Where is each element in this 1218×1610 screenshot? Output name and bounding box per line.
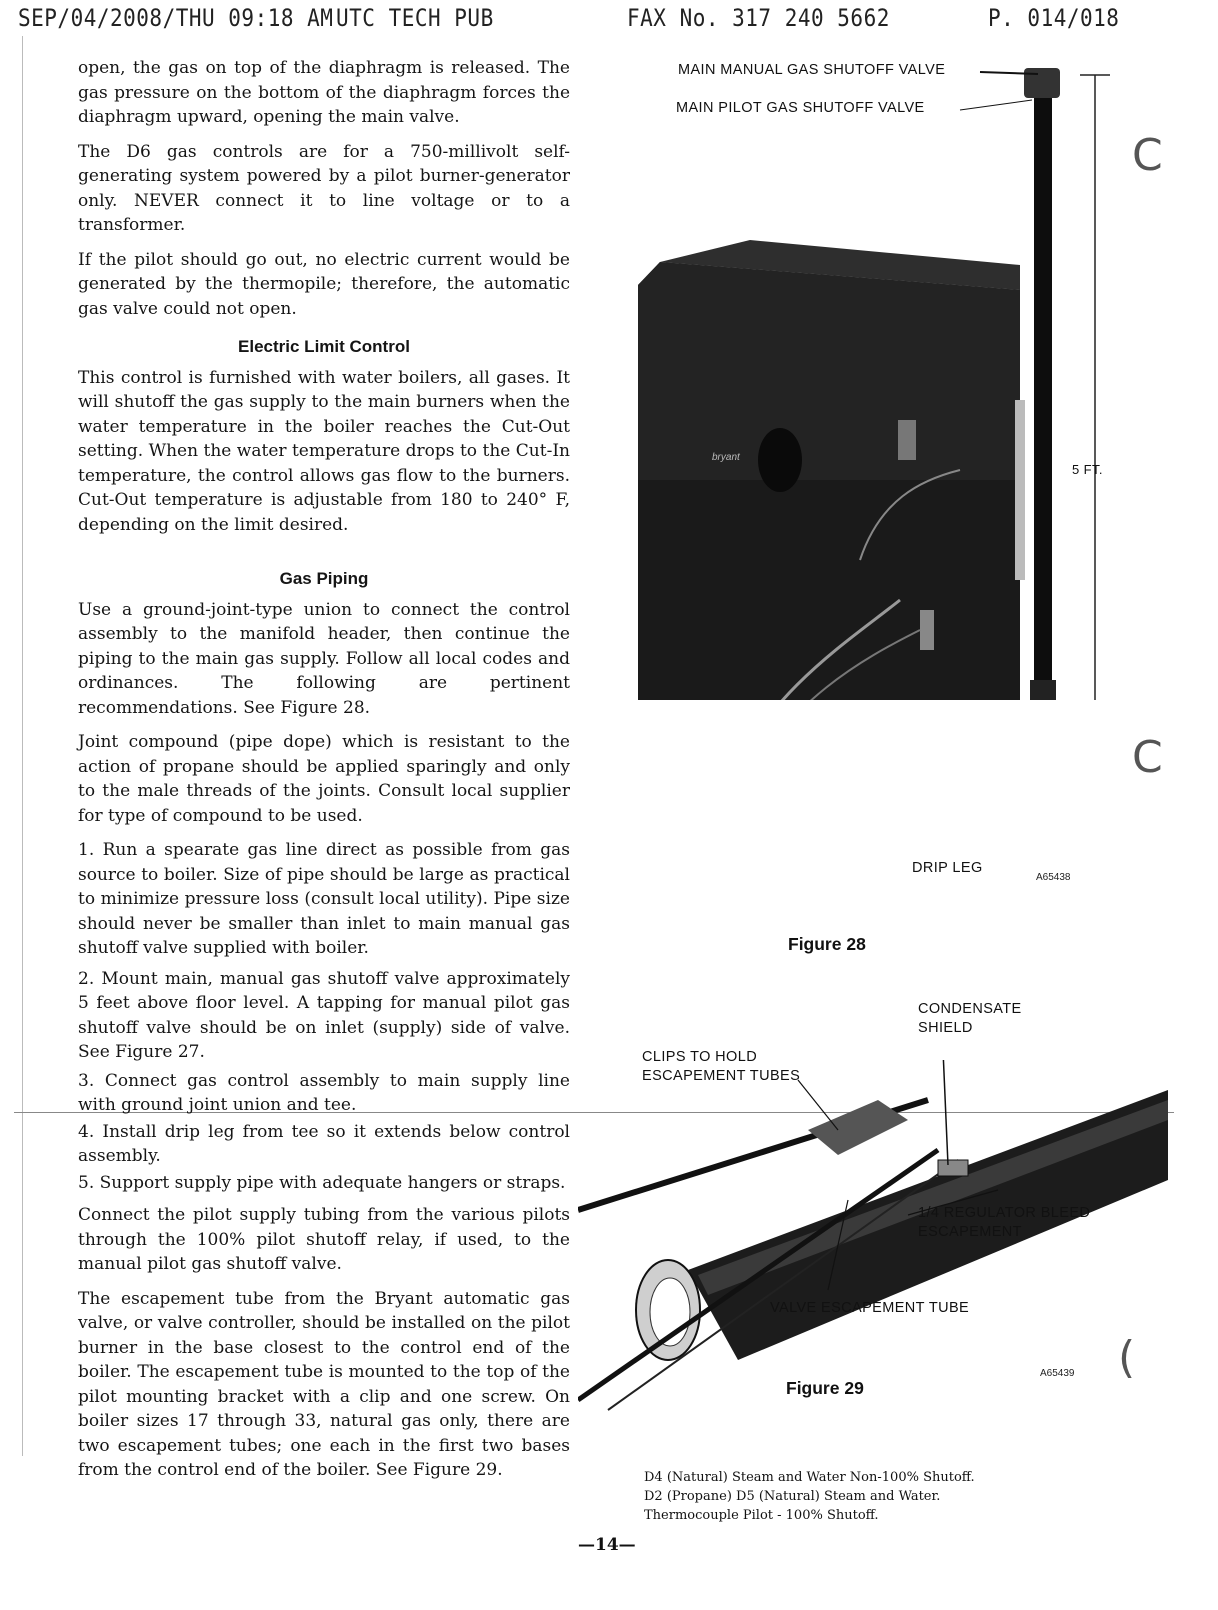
footnote <box>644 1468 975 1525</box>
paragraph-limit-control: This control is furnished with water boilers, all gases. It will shutoff the gas supply to the main burners when the water temperature in the boiler reaches the Cut-Out setting. When the water temperature drops to the Cut-In temperature, the control allows gas flow to the burners. Cut-Out temperature is adjustable from 180 to 240° F, depending on the limit desired. <box>78 367 570 535</box>
footnote-line-2: D2 (Propane) D5 (Natural) Steam and Water. <box>644 1489 941 1504</box>
figure-28-mask <box>620 880 1120 910</box>
heading-electric-limit: Electric Limit Control <box>238 337 410 356</box>
figure-28-title: Figure 28 <box>788 934 866 954</box>
list-item-1: 1. Run a spearate gas line direct as possible from gas source to boiler. Size of pipe should be large as practical to minimize pressure loss (consult local utility). Pipe size should never be smaller than inlet to main manual gas shutoff valve supplied with boiler. <box>78 840 570 958</box>
body-text-column <box>78 56 570 1493</box>
figure-29-code: A65439 <box>1040 1368 1075 1379</box>
footnote-line-3: Thermocouple Pilot - 100% Shutoff. <box>644 1508 879 1523</box>
list-item-3: 3. Connect gas control assembly to main supply line with ground joint union and tee. <box>78 1070 570 1115</box>
fax-datetime: SEP/04/2008/THU 09:18 AM <box>18 4 334 32</box>
paragraph-d6-controls: The D6 gas controls are for a 750-millivolt self-generating system powered by a pilot burner-generator only. NEVER connect it to line voltage or to a transformer. <box>78 141 570 235</box>
list-item-2: 2. Mount main, manual gas shutoff valve approximately 5 feet above floor level. A tapping for manual pilot gas shutoff valve should be on inlet (supply) side of valve. See Figure 27. <box>78 968 570 1062</box>
label-clips-escapement: CLIPS TO HOLD ESCAPEMENT TUBES <box>642 1049 801 1084</box>
heading-gas-piping: Gas Piping <box>279 569 369 588</box>
page-number: —14— <box>578 1535 636 1555</box>
label-main-manual-valve: MAIN MANUAL GAS SHUTOFF VALVE <box>678 62 946 78</box>
paragraph-joint-compound: Joint compound (pipe dope) which is resistant to the action of propane should be applied sparingly and only to the male threads of the joints. Consult local supplier for type of compound to be used. <box>78 732 570 826</box>
punch-hole-top: C <box>1132 130 1163 181</box>
figure-28-boiler-illustration <box>620 40 1120 700</box>
label-drip-leg: DRIP LEG <box>912 860 983 876</box>
figure-28-code: A65438 <box>1036 872 1071 883</box>
paragraph-pilot-out: If the pilot should go out, no electric current would be generated by the thermopile; therefore, the automatic gas valve could not open. <box>78 249 570 319</box>
label-regulator-bleed: 1/4 REGULATOR BLEED ESCAPEMENT <box>918 1205 1091 1240</box>
label-valve-escapement-tube: VALVE ESCAPEMENT TUBE <box>770 1300 970 1316</box>
figure-29-title: Figure 29 <box>786 1378 864 1398</box>
paragraph-union: Use a ground-joint-type union to connect the control assembly to the manifold header, then continue the piping to the main gas supply. Follow all local codes and ordinances. The following are pertinent recommendations. See Figure 28. <box>78 599 570 718</box>
punch-hole-middle: C <box>1132 732 1163 783</box>
fax-number: FAX No. 317 240 5662 <box>627 4 890 32</box>
fax-page: P. 014/018 <box>988 4 1120 32</box>
label-five-feet: 5 FT. <box>1072 462 1103 477</box>
label-main-pilot-valve: MAIN PILOT GAS SHUTOFF VALVE <box>676 100 925 116</box>
left-margin-line <box>22 36 23 1456</box>
label-condensate-shield: CONDENSATE SHIELD <box>918 1001 1022 1036</box>
fax-sender: UTC TECH PUB <box>336 4 494 32</box>
bryant-logo: bryant <box>712 452 740 463</box>
list-item-4: 4. Install drip leg from tee so it extends below control assembly. <box>78 1121 570 1166</box>
footnote-line-1: D4 (Natural) Steam and Water Non-100% Shutoff. <box>644 1470 975 1485</box>
list-item-5: 5. Support supply pipe with adequate hangers or straps. <box>78 1172 566 1193</box>
punch-hole-bottom: ( <box>1118 1332 1136 1383</box>
paragraph-pilot-tubing: Connect the pilot supply tubing from the various pilots through the 100% pilot shutoff relay, if used, to the manual pilot gas shutoff valve. <box>78 1205 570 1274</box>
paragraph-escapement: The escapement tube from the Bryant automatic gas valve, or valve controller, should be installed on the pilot burner in the base closest to the control end of the boiler. The escapement tube is mounted to the top of the pilot mounting bracket with a clip and one screw. On boiler sizes 17 through 33, natural gas only, there are two escapement tubes; one each in the first two bases from the control end of the boiler. See Figure 29. <box>78 1288 570 1480</box>
paragraph-diaphragm: open, the gas on top of the diaphragm is released. The gas pressure on the bottom of the diaphragm forces the diaphragm upward, opening the main valve. <box>78 58 570 127</box>
